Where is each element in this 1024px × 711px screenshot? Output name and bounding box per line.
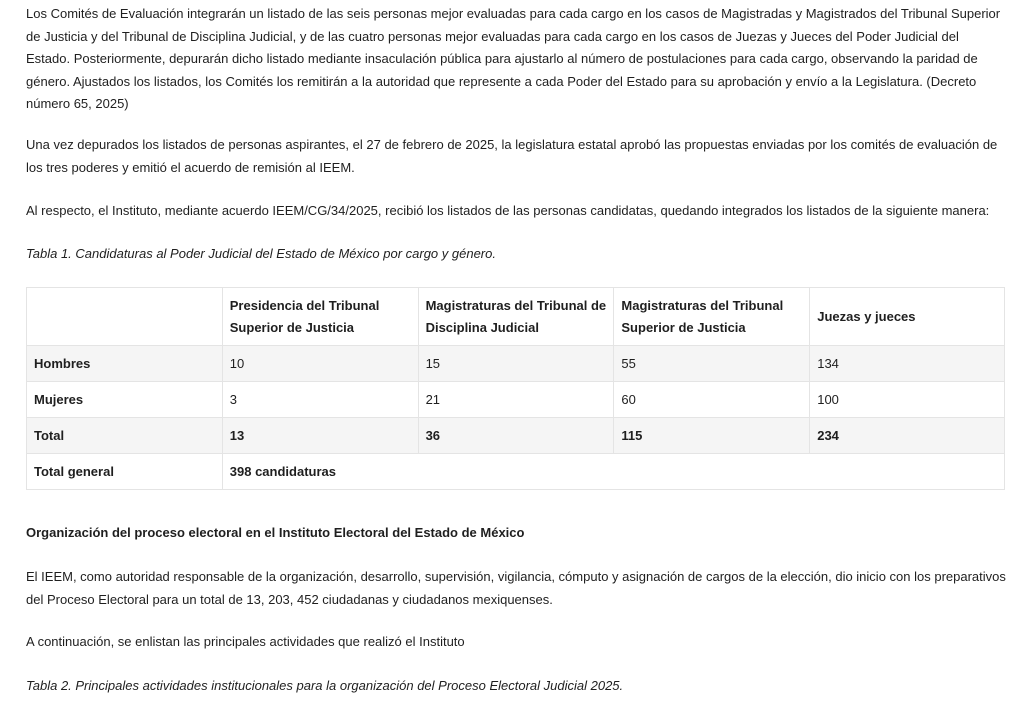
table-header-cell: Presidencia del Tribunal Superior de Justicia [222,288,418,346]
table-cell: 13 [222,418,418,454]
table1-caption: Tabla 1. Candidaturas al Poder Judicial del Estado de México por cargo y género. [26,246,496,261]
table-header-row [27,288,1005,346]
row-label: Mujeres [27,382,223,418]
table-header-cell [27,288,223,346]
row-label: Hombres [27,346,223,382]
paragraph-depurados: Una vez depurados los listados de personas aspirantes, el 27 de febrero de 2025, la legislatura estatal aprobó las propuestas enviadas por los comités de evaluación de los tres poderes y emitió el acuerdo de remisión al IEEM. [26,137,998,175]
row-label: Total [27,418,223,454]
table-header-cell: Juezas y jueces [810,288,1005,346]
row-label: Total general [27,454,223,490]
paragraph-instituto: Al respecto, el Instituto, mediante acuerdo IEEM/CG/34/2025, recibió los listados de las personas candidatas, quedando integrados los listados de la siguiente manera: [26,203,990,218]
table-cell: 10 [222,346,418,382]
table-cell: 100 [810,382,1005,418]
table-cell: 3 [222,382,418,418]
table-cell: 21 [418,382,614,418]
table-row-grand-total [27,454,1005,490]
paragraph-actividades: A continuación, se enlistan las principales actividades que realizó el Instituto [26,634,465,649]
grand-total-value: 398 candidaturas [222,454,1004,490]
table-cell: 134 [810,346,1005,382]
table2-caption: Tabla 2. Principales actividades institucionales para la organización del Proceso Electoral Judicial 2025. [26,678,624,693]
paragraph-comites: Los Comités de Evaluación integrarán un listado de las seis personas mejor evaluadas para cada cargo en los casos de Magistradas y Magistrados del Tribunal Superior de Justicia y del Tribunal de Disciplina Judicial, y de las cuatro personas mejor evaluadas para cada cargo en los casos de Juezas y Jueces del Poder Judicial del Estado. Posteriormente, depurarán dicho listado mediante insaculación pública para ajustarlo al número de postulaciones para cada cargo, observando la paridad de género. Ajustados los listados, los Comités los remitirán a la autoridad que represente a cada Poder del Estado para su aprobación y envío a la Legislatura. (Decreto número 65, 2025) [26,6,1001,111]
table-header-cell: Magistraturas del Tribunal de Disciplina Judicial [418,288,614,346]
table-row [27,382,1005,418]
table-cell: 115 [614,418,810,454]
table-row [27,346,1005,382]
candidaturas-table [26,287,1005,490]
table-cell: 36 [418,418,614,454]
section-heading: Organización del proceso electoral en el Instituto Electoral del Estado de México [26,525,525,540]
paragraph-ieem: El IEEM, como autoridad responsable de la organización, desarrollo, supervisión, vigilancia, cómputo y asignación de cargos de la elección, dio inicio con los preparativos del Proceso Electoral para un total de 13, 203, 452 ciudadanas y ciudadanos mexiquenses. [26,569,1006,607]
table-cell: 234 [810,418,1005,454]
table-cell: 15 [418,346,614,382]
table-cell: 60 [614,382,810,418]
table-cell: 55 [614,346,810,382]
table-row-total [27,418,1005,454]
table-header-cell: Magistraturas del Tribunal Superior de Justicia [614,288,810,346]
